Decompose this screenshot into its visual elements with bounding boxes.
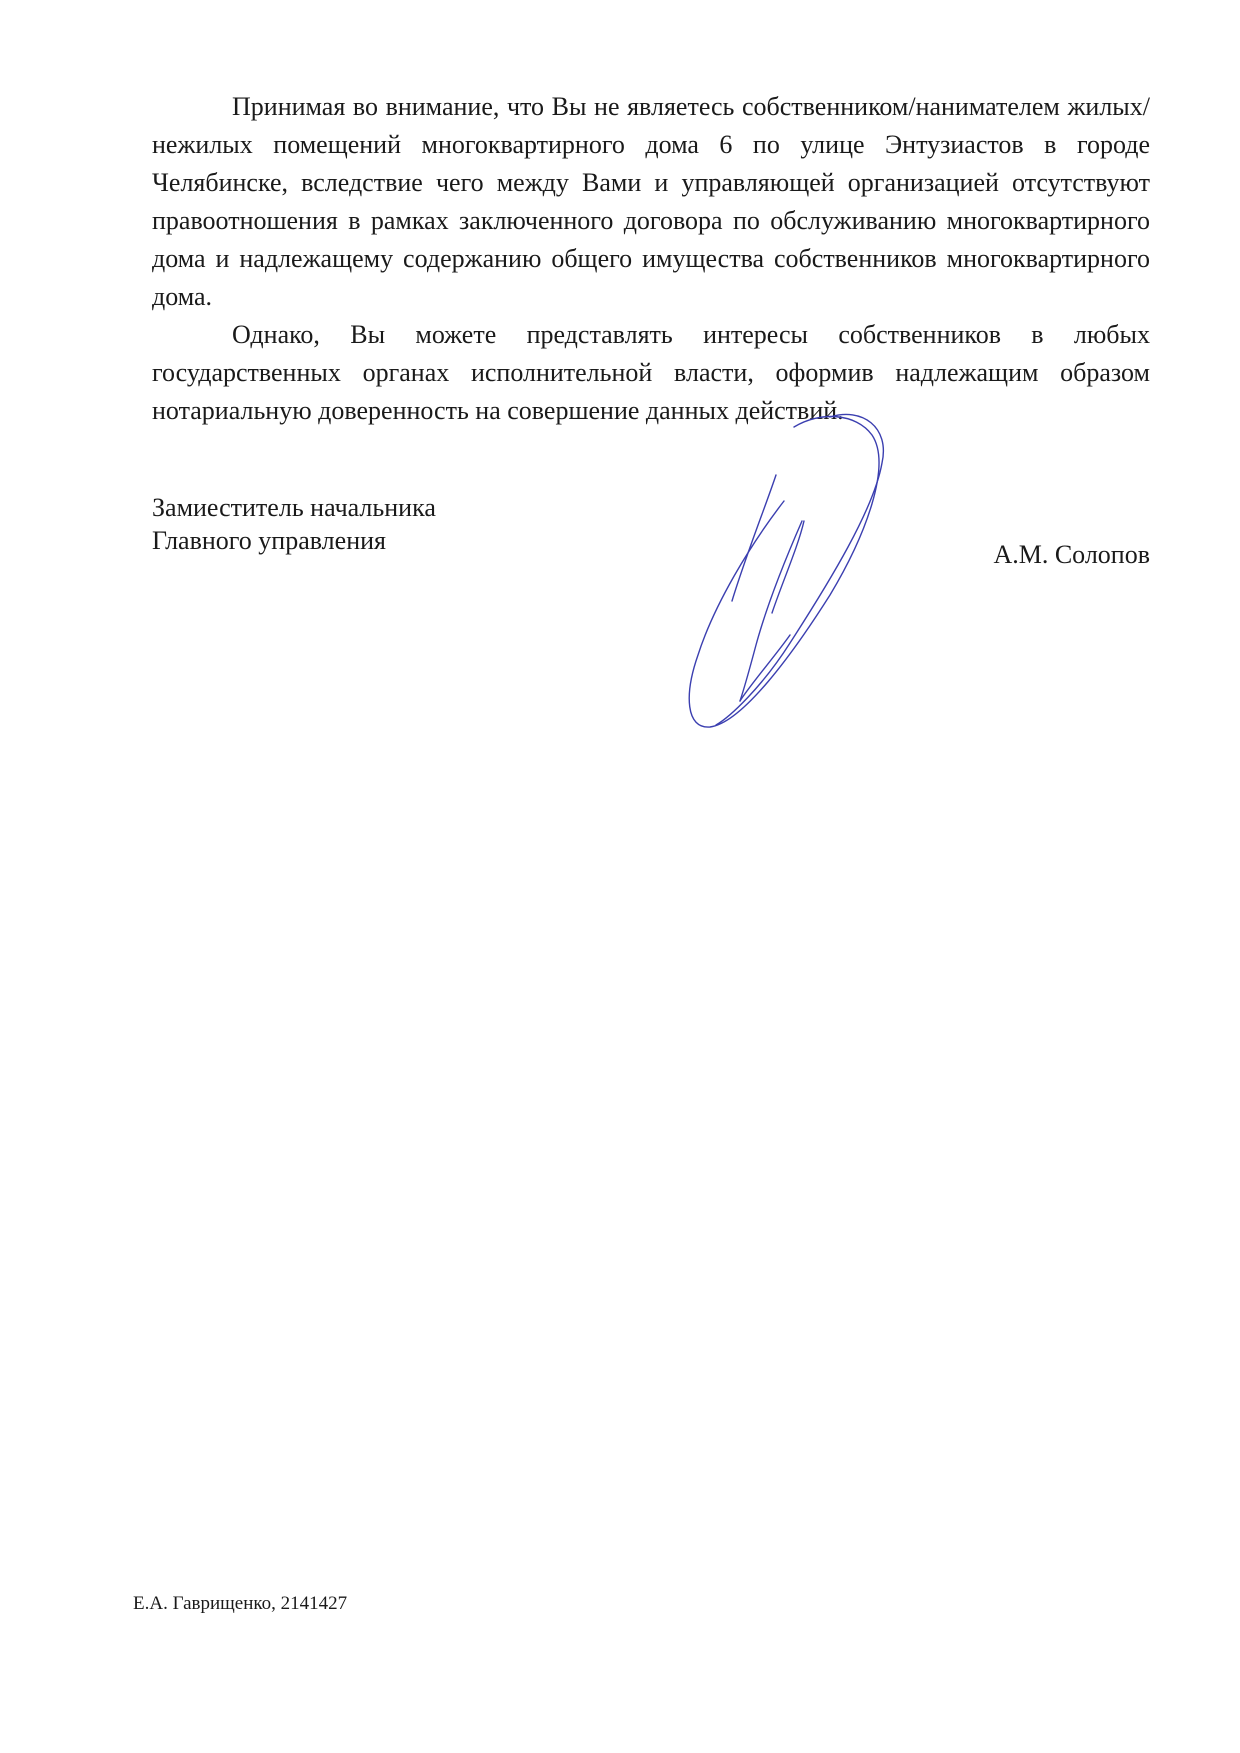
paragraph-1: Принимая во внимание, что Вы не являетесь собственником/нанимателем жилых/нежилых помещений многоквартирного дома 6 по улице Энтузиастов в городе Челябинске, вследствие чего между Вами и управляющей организацией отсутствуют правоотношения в рамках заключенного договора по обслуживанию многоквартирного дома и надлежащему содержанию общего имущества собственников многоквартирного дома. [152, 92, 1150, 311]
handwritten-signature [680, 405, 910, 735]
signatory-title [152, 491, 436, 557]
executor-footer: Е.А. Гаврищенко, 2141427 [133, 1593, 348, 1614]
signatory-name: А.М. Солопов [993, 540, 1150, 569]
paragraph-2: Однако, Вы можете представлять интересы собственников в любых государственных органах исполнительной власти, оформив надлежащим образом нотариальную доверенность на совершение данных действий. [152, 320, 1150, 425]
letter-body [152, 88, 1150, 430]
signatory-title-line-2: Главного управления [152, 526, 386, 555]
signatory-title-line-1: Замиеститель начальника [152, 493, 436, 522]
